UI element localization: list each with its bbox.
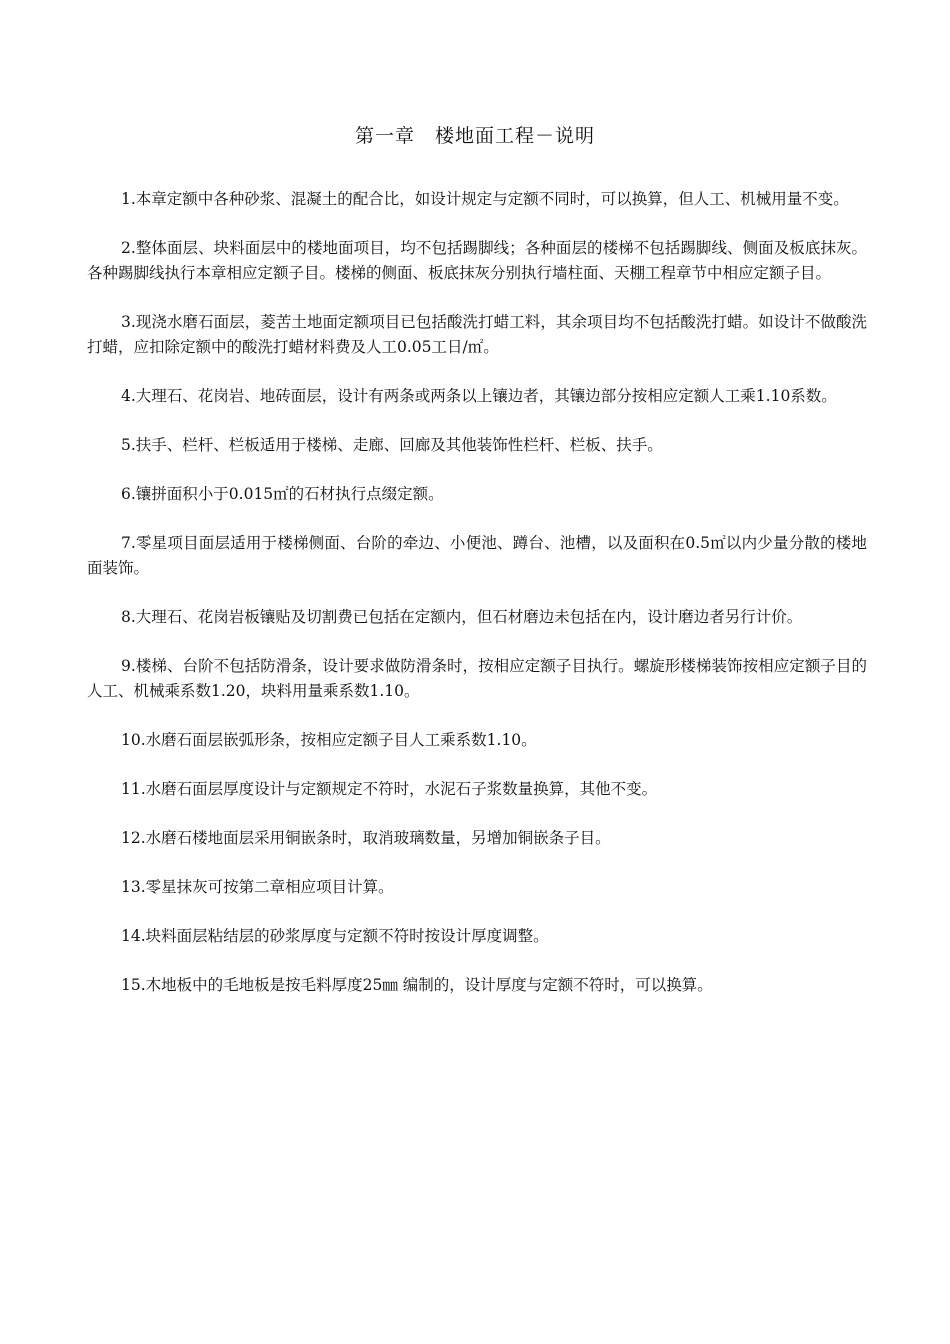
clause-item: 15.木地板中的毛地板是按毛料厚度25㎜ 编制的，设计厚度与定额不符时，可以换算。 — [121, 976, 713, 994]
clause-item: 6.镶拼面积小于0.015㎡的石材执行点缀定额。 — [121, 485, 444, 503]
clause-item: 12.水磨石楼地面层采用铜嵌条时，取消玻璃数量，另增加铜嵌条子目。 — [121, 829, 611, 847]
clause-item: 10.水磨石面层嵌弧形条，按相应定额子目人工乘系数1.10。 — [121, 731, 537, 749]
clause-item: 11.水磨石面层厚度设计与定额规定不符时，水泥石子浆数量换算，其他不变。 — [121, 780, 658, 798]
clause-item: 5.扶手、栏杆、栏板适用于楼梯、走廊、回廊及其他装饰性栏杆、栏板、扶手。 — [121, 436, 663, 454]
clause-item: 9.楼梯、台阶不包括防滑条，设计要求做防滑条时，按相应定额子目执行。螺旋形楼梯装饰按相应定额子目的人工、机械乘系数1.20，块料用量乘系数1.10。 — [87, 657, 867, 700]
page-title: 第一章 楼地面工程－说明 — [354, 125, 595, 147]
clause-item: 1.本章定额中各种砂浆、混凝土的配合比，如设计规定与定额不同时，可以换算，但人工、机械用量不变。 — [121, 190, 849, 208]
clause-item: 13.零星抹灰可按第二章相应项目计算。 — [121, 878, 394, 896]
clause-list — [87, 187, 867, 1022]
clause-item: 8.大理石、花岗岩板镶贴及切割费已包括在定额内，但石材磨边未包括在内，设计磨边者另行计价。 — [121, 608, 803, 626]
clause-item: 3.现浇水磨石面层，菱苦土地面定额项目已包括酸洗打蜡工料，其余项目均不包括酸洗打蜡。如设计不做酸洗打蜡，应扣除定额中的酸洗打蜡材料费及人工0.05工日/㎡。 — [87, 313, 867, 356]
clause-item: 7.零星项目面层适用于楼梯侧面、台阶的牵边、小便池、蹲台、池槽，以及面积在0.5㎡以内少量分散的楼地面装饰。 — [87, 534, 867, 577]
clause-item: 14.块料面层粘结层的砂浆厚度与定额不符时按设计厚度调整。 — [121, 927, 549, 945]
clause-item: 2.整体面层、块料面层中的楼地面项目，均不包括踢脚线；各种面层的楼梯不包括踢脚线、侧面及板底抹灰。各种踢脚线执行本章相应定额子目。楼梯的侧面、板底抹灰分别执行墙柱面、天棚工程章节中相应定额子目。 — [87, 239, 867, 282]
clause-item: 4.大理石、花岗岩、地砖面层，设计有两条或两条以上镶边者，其镶边部分按相应定额人工乘1.10系数。 — [121, 387, 837, 405]
